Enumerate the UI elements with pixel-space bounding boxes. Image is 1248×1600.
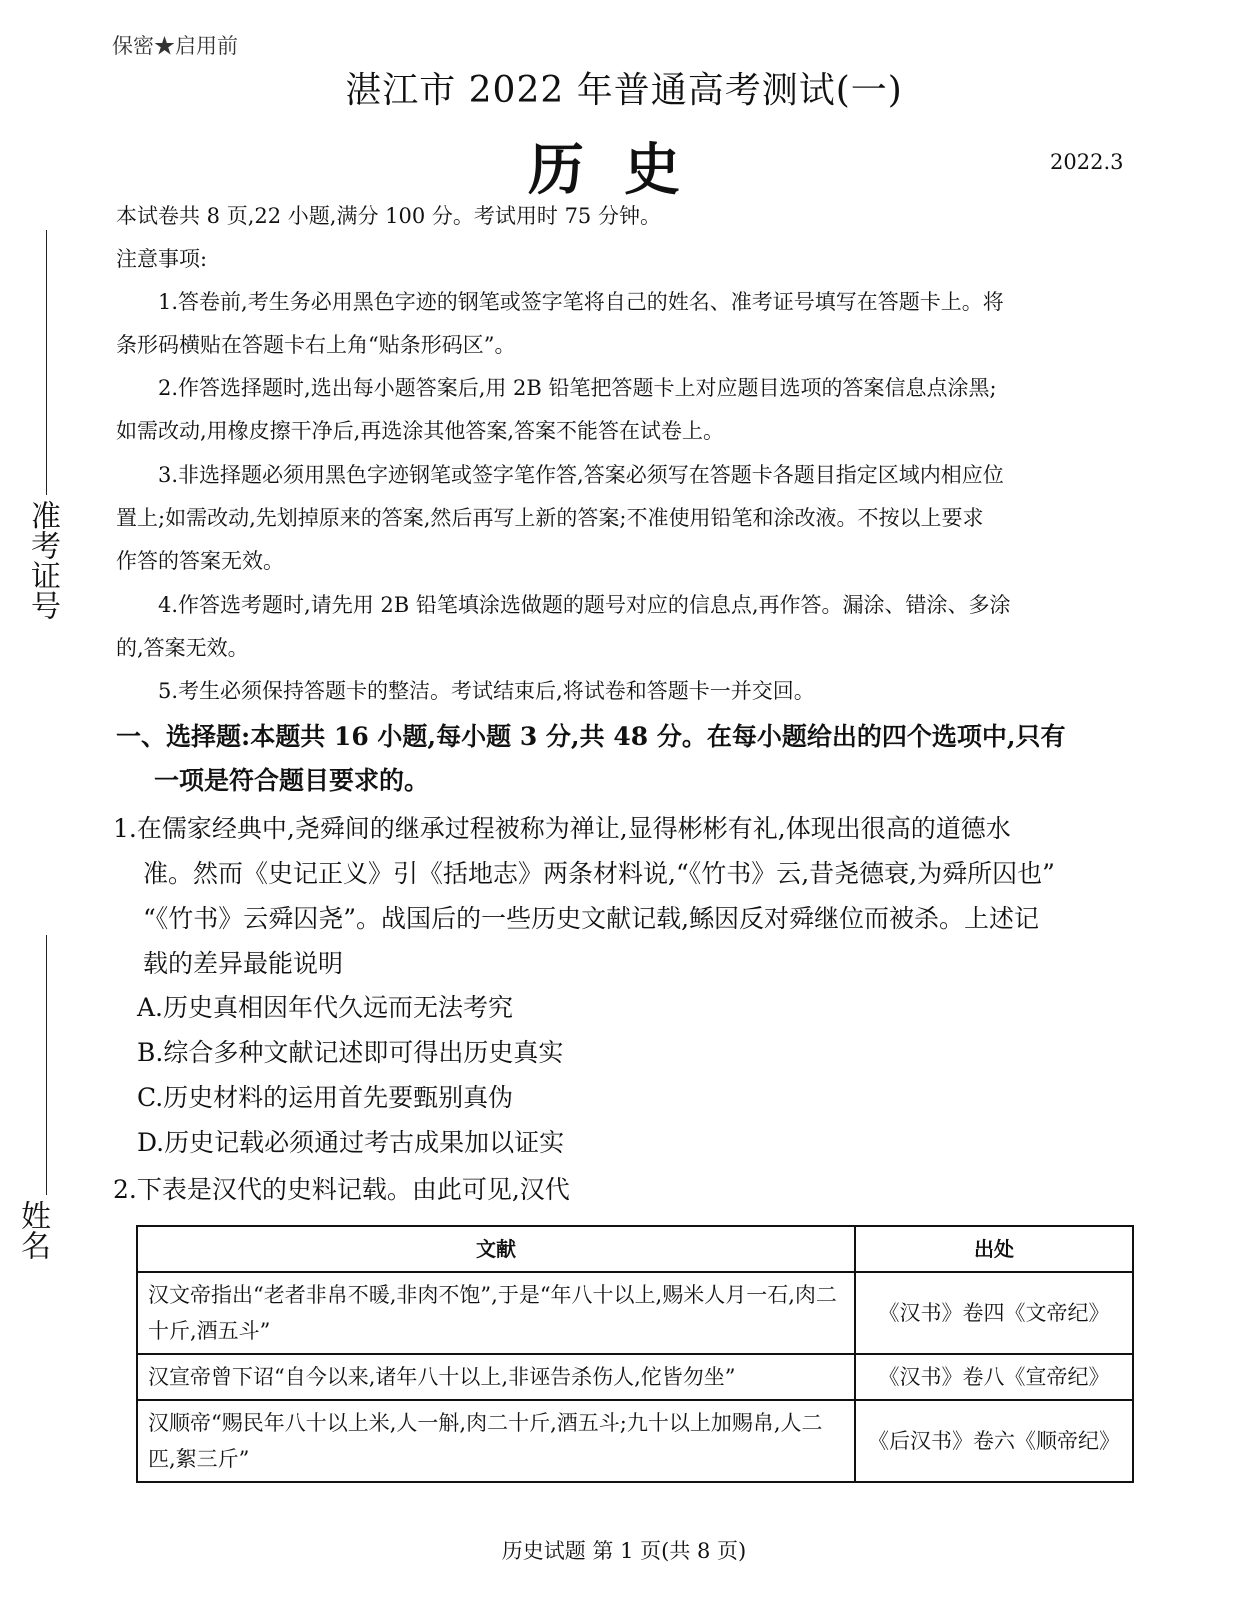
- exam-no-label: 准考证号: [25, 500, 60, 620]
- confidential-mark: 保密★启用前: [112, 34, 238, 58]
- exam-date: 2022.3: [1050, 150, 1124, 174]
- exam-intro: 本试卷共 8 页,22 小题,满分 100 分。考试用时 75 分钟。: [116, 204, 661, 228]
- q1-option-a: A.历史真相因年代久远而无法考究: [137, 993, 514, 1022]
- table-row: [137, 1400, 1133, 1482]
- section-heading: 一项是符合题目要求的。: [154, 766, 430, 795]
- name-fill-line: [46, 935, 47, 1195]
- q1-option-b: B.综合多种文献记述即可得出历史真实: [137, 1038, 564, 1067]
- table-header-row: [137, 1226, 1133, 1272]
- notice-line: 4.作答选考题时,请先用 2B 铅笔填涂选做题的题号对应的信息点,再作答。漏涂、错涂、多涂: [158, 593, 1011, 617]
- notice-line: 1.答卷前,考生务必用黑色字迹的钢笔或签字笔将自己的姓名、准考证号填写在答题卡上。将: [158, 290, 1004, 314]
- table-cell-text: 汉顺帝“赐民年八十以上米,人一斛,肉二十斤,酒五斗;九十以上加赐帛,人二匹,絮三斤”: [137, 1400, 855, 1482]
- table-header: 出处: [855, 1226, 1133, 1272]
- source-table: [136, 1225, 1134, 1483]
- table-cell-source: 《后汉书》卷六《顺帝纪》: [855, 1400, 1133, 1482]
- q1-stem: “《竹书》云舜囚尧”。战国后的一些历史文献记载,鲧因反对舜继位而被杀。上述记: [143, 904, 1040, 933]
- table-cell-text: 汉文帝指出“老者非帛不暖,非肉不饱”,于是“年八十以上,赐米人月一石,肉二十斤,酒五斗”: [137, 1272, 855, 1354]
- q2-stem: 2.下表是汉代的史料记载。由此可见,汉代: [113, 1175, 570, 1204]
- notice-line: 作答的答案无效。: [116, 549, 284, 573]
- table-cell-source: 《汉书》卷八《宣帝纪》: [855, 1354, 1133, 1400]
- notice-line: 如需改动,用橡皮擦干净后,再选涂其他答案,答案不能答在试卷上。: [116, 419, 725, 443]
- notice-line: 2.作答选择题时,选出每小题答案后,用 2B 铅笔把答题卡上对应题目选项的答案信息点涂黑;: [158, 376, 997, 400]
- q1-stem: 准。然而《史记正义》引《括地志》两条材料说,“《竹书》云,昔尧德衰,为舜所囚也”: [143, 859, 1055, 888]
- notice-line: 的,答案无效。: [116, 636, 249, 660]
- exam-title: 湛江市 2022 年普通高考测试(一): [345, 70, 903, 111]
- table-row: [137, 1354, 1133, 1400]
- table-cell-source: 《汉书》卷四《文帝纪》: [855, 1272, 1133, 1354]
- q1-stem: 载的差异最能说明: [143, 949, 344, 978]
- notice-line: 3.非选择题必须用黑色字迹钢笔或签字笔作答,答案必须写在答题卡各题目指定区域内相应位: [158, 463, 1004, 487]
- notice-line: 置上;如需改动,先划掉原来的答案,然后再写上新的答案;不准使用铅笔和涂改液。不按以上要求: [116, 506, 984, 530]
- q1-stem: 1.在儒家经典中,尧舜间的继承过程被称为禅让,显得彬彬有礼,体现出很高的道德水: [113, 814, 1011, 843]
- q1-option-d: D.历史记载必须通过考古成果加以证实: [137, 1128, 565, 1157]
- notice-line: 条形码横贴在答题卡右上角“贴条形码区”。: [116, 333, 516, 357]
- exam-no-fill-line: [46, 230, 47, 495]
- table-cell-text: 汉宣帝曾下诏“自今以来,诸年八十以上,非诬告杀伤人,佗皆勿坐”: [137, 1354, 855, 1400]
- notice-title: 注意事项:: [116, 247, 208, 271]
- table-header: 文献: [137, 1226, 855, 1272]
- name-label: 姓名: [15, 1200, 50, 1260]
- section-heading: 一、选择题:本题共 16 小题,每小题 3 分,共 48 分。在每小题给出的四个选项中,只有: [116, 722, 1066, 751]
- q1-option-c: C.历史材料的运用首先要甄别真伪: [137, 1083, 514, 1112]
- table-row: [137, 1272, 1133, 1354]
- subject-title: 历史: [528, 137, 720, 203]
- page-footer: 历史试题 第 1 页(共 8 页): [501, 1539, 747, 1563]
- notice-line: 5.考生必须保持答题卡的整洁。考试结束后,将试卷和答题卡一并交回。: [158, 679, 815, 703]
